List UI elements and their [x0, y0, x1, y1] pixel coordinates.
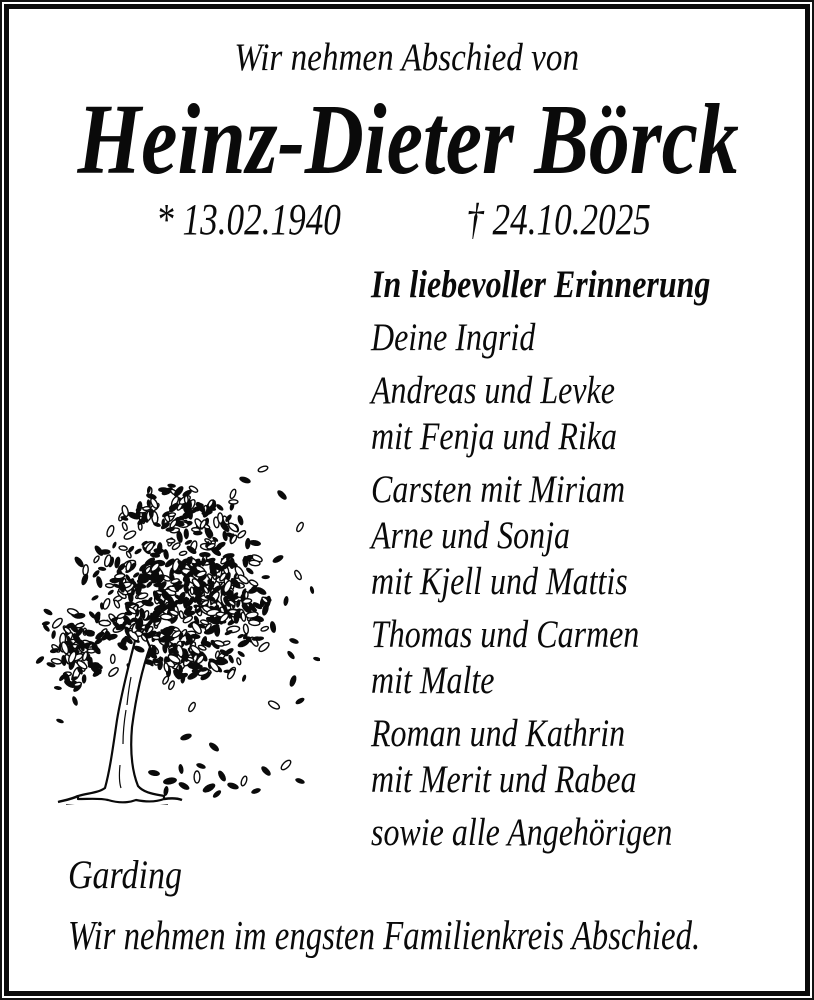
windblown-tree-illustration — [30, 455, 320, 805]
mourner-group — [371, 711, 710, 803]
intro-text: Wir nehmen Abschied von — [234, 36, 580, 79]
intro-line — [0, 38, 814, 77]
mourner-group — [371, 315, 710, 361]
mourner-line: Thomas und Carmen — [371, 613, 640, 656]
deceased-name — [0, 83, 814, 195]
birth-date: * 13.02.1940 — [155, 195, 341, 244]
mourner-line: Carsten mit Miriam — [371, 468, 626, 511]
life-dates — [0, 196, 810, 244]
closing-line: Wir nehmen im engsten Familienkreis Abschied. — [68, 912, 701, 958]
mourners-heading: In liebevoller Erinnerung — [371, 263, 711, 306]
mourner-line: mit Fenja und Rika — [371, 415, 618, 458]
mourner-line: Deine Ingrid — [371, 316, 536, 359]
mourner-line: mit Kjell und Mattis — [371, 560, 628, 603]
mourners-column — [371, 262, 710, 856]
mourner-line: sowie alle Angehörigen — [371, 811, 673, 854]
mourner-line: Andreas und Levke — [371, 369, 615, 412]
mourner-group — [371, 612, 710, 704]
mourner-group — [371, 368, 710, 460]
death-date: † 24.10.2025 — [465, 195, 651, 244]
mourner-line: Roman und Kathrin — [371, 712, 626, 755]
mourner-group — [371, 810, 710, 856]
mourner-line: mit Malte — [371, 659, 495, 702]
mourner-group — [371, 467, 710, 605]
deceased-name-text: Heinz-Dieter Börck — [77, 83, 739, 195]
place-line: Garding — [68, 852, 182, 897]
mourner-line: mit Merit und Rabea — [371, 758, 637, 801]
mourner-line: Arne und Sonja — [371, 514, 570, 557]
